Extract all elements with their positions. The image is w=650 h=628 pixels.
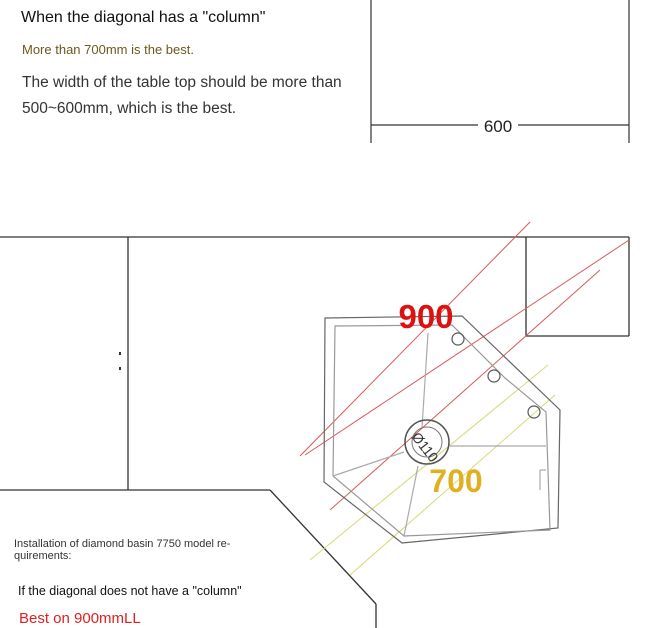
width-note-text: The width of the table top should be more than 500~600mm, which is the best. [22, 74, 342, 117]
top-width-label: 600 [483, 117, 513, 136]
faucet-hole-2 [488, 370, 500, 382]
heading-text: When the diagonal has a "column" [21, 9, 266, 26]
no-column-text: If the diagonal does not have a "column" [18, 584, 242, 598]
wall-marker-dot-1 [119, 352, 121, 355]
wall-marker-dot-2 [119, 367, 121, 370]
faucet-hole-3 [528, 406, 540, 418]
short-diagonal-label: 700 [429, 463, 483, 499]
long-diagonal-label: 900 [398, 298, 454, 335]
diamond-sink-basin [324, 316, 560, 543]
faucet-hole-1 [452, 333, 464, 345]
best-on-text: Best on 900mmLL [19, 610, 141, 627]
countertop-outline [0, 237, 629, 628]
preference-text: More than 700mm is the best. [22, 42, 194, 57]
installation-note: Installation of diamond basin 7750 model re- quirements: [14, 538, 231, 562]
drain-size-label: Ø110 [408, 428, 442, 466]
